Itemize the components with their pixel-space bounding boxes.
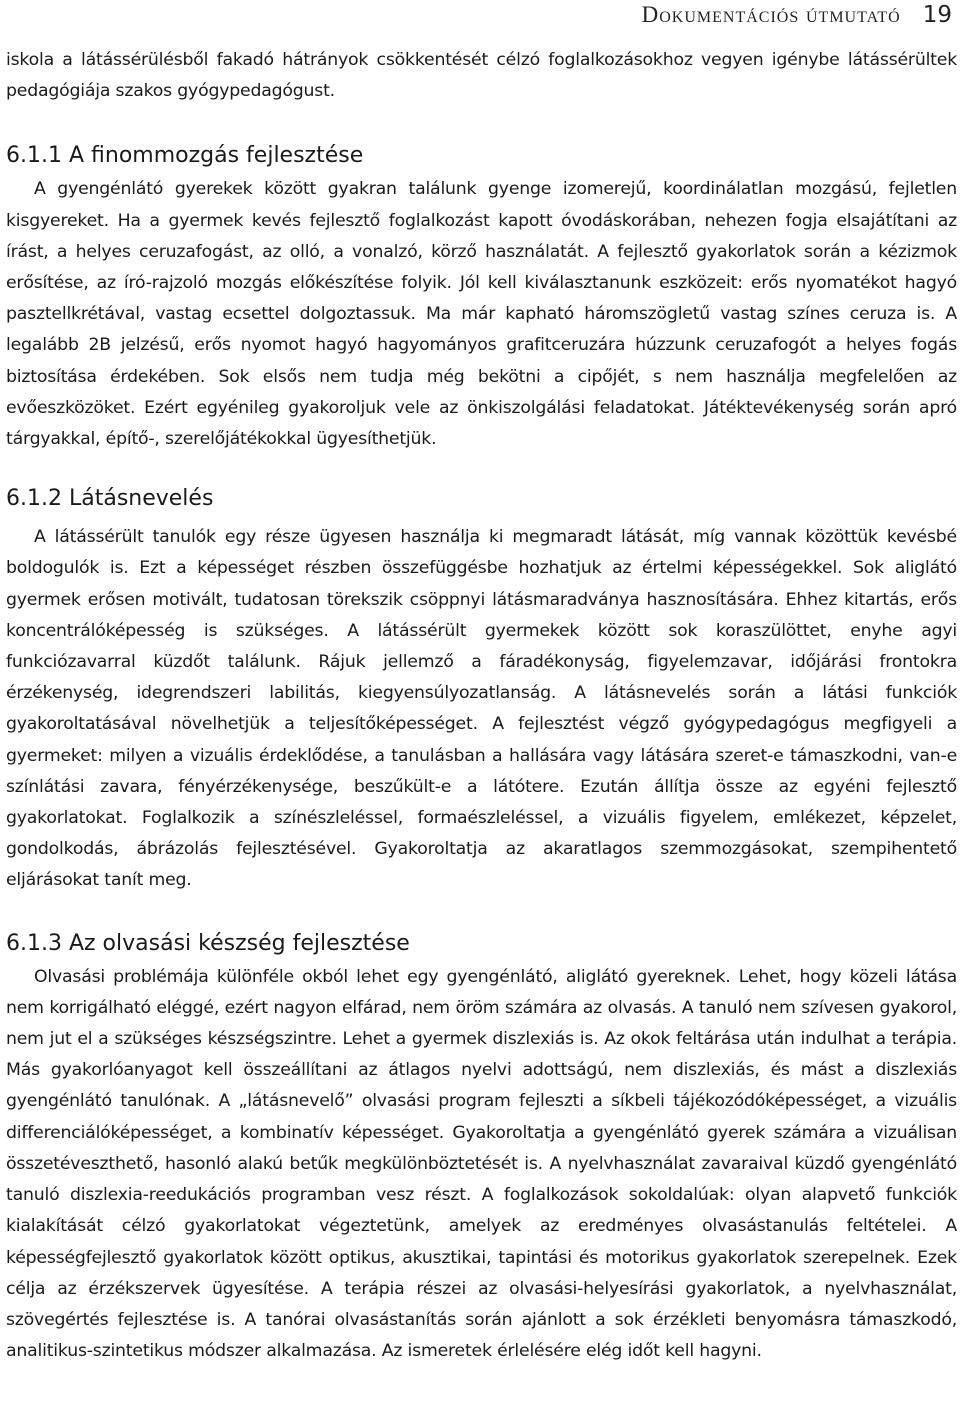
page-content — [6, 45, 957, 1367]
section-heading-olvasasi-keszseg: 6.1.3 Az olvasási készség fejlesztése — [6, 930, 410, 956]
running-header — [642, 2, 952, 28]
header-title: Dokumentációs útmutató — [641, 2, 901, 27]
section-body-latasneveles: A látássérült tanulók egy része ügyesen használja ki megmaradt látását, míg vannak közöttük kevésbé boldogulók is. Ezt a képességet részben összefüggésbe hozhatjuk az értelmi képességekkel. Sok aliglátó gyermek erősen motivált, tudatosan törekszik csöppnyi látásmaradványa hasznosítására. Ehhez kitartás, erős koncentrálóképesség is szükséges. A látássérült gyermekek között sok koraszülöttet, enyhe agyi funkciózavarral küzdőt találunk. Rájuk jellemző a fáradékonyság, figyelemzavar, időjárási frontokra érzékenység, idegrendszeri labilitás, kiegyensúlyozatlanság. A látásnevelés során a látási funkciók gyakoroltatásával növelhetjük a teljesítőképességet. A fejlesztést végző gyógypedagógus megfigyeli a gyermeket: milyen a vizuális érdeklődése, a tanulásban a hallására vagy látására szeret-e támaszkodni, van-e színlátási zavara, fényérzékenysége, beszűkült-e a látótere. Ezután állítja össze az egyéni fejlesztő gyakorlatokat. Foglalkozik a színészleléssel, formaészleléssel, a vizuális figyelem, emlékezet, képzelet, gondolkodás, ábrázolás fejlesztésével. Gyakoroltatja az akaratlagos szemmozgásokat, szempihentető eljárásokat tanít meg. — [6, 527, 957, 891]
section-heading-latasneveles: 6.1.2 Látásnevelés — [6, 486, 214, 512]
intro-paragraph: iskola a látássérülésből fakadó hátrányok csökkentését célzó foglalkozásokhoz vegyen igénybe látássérültek pedagógiája szakos gyógypedagógust. — [6, 50, 957, 102]
section-body-olvasasi-keszseg: Olvasási problémája különféle okból lehet egy gyengénlátó, aliglátó gyereknek. Lehet, hogy közeli látása nem korrigálható eléggé, ezért nagyon elfárad, nem öröm számára az olvasás. A tanuló nem szívesen gyakorol, nem jut el a szükséges készségszintre. Lehet a gyermek diszlexiás is. Az okok feltárása után indulhat a terápia. Más gyakorlóanyagot kell összeállítani az átlagos nyelvi adottságú, nem diszlexiás, és mást a diszlexiás gyengénlátó tanulónak. A „látásnevelő” olvasási program fejleszti a síkbeli tájékozódóképességet, a vizuális differenciálóképességet, a kombinatív képességet. Gyakoroltatja a gyengénlátó gyerek számára a vizuálisan összetéveszthető, hasonló alakú betűk megkülönböztetését is. A nyelvhasználat zavaraival küzdő gyengénlátó tanuló diszlexia-reedukációs programban vesz részt. A foglalkozások sokoldalúak: olyan alapvető funkciók kialakítását célzó gyakorlatokat végeztetünk, amelyek az eredményes olvasástanulás feltételei. A képességfejlesztő gyakorlatok között optikus, akusztikai, tapintási és motorikus gyakorlatok szerepelnek. Ezek célja az érzékszervek ügyesítése. A terápia részei az olvasási-helyesírási gyakorlatok, a nyelvhasználat, szövegértés fejlesztése is. A tanórai olvasástanítás során ajánlott a sok érzékleti benyomásra támaszkodó, analitikus-szintetikus módszer alkalmazása. Az ismeretek érlelésére elég időt kell hagyni. — [6, 966, 957, 1362]
page-number: 19 — [922, 2, 952, 28]
section-heading-finommozgas: 6.1.1 A finommozgás fejlesztése — [6, 143, 364, 169]
section-body-finommozgas: A gyengénlátó gyerekek között gyakran találunk gyenge izomerejű, koordinálatlan mozgású, fejletlen kisgyereket. Ha a gyermek kevés fejlesztő foglalkozást kapott óvodáskorában, nehezen fogja elsajátítani az írást, a helyes ceruzafogást, az olló, a vonalzó, körző használatát. A fejlesztő gyakorlatok során a kézizmok erősítése, az író-rajzoló mozgás előkészítése folyik. Jól kell kiválasztanunk eszközeit: erős nyomatékot hagyó pasztellkrétával, vastag ecsettel dolgoztassuk. Ma már kapható háromszögletű vastag színes ceruza is. A legalább 2B jelzésű, erős nyomot hagyó hagyományos grafitceruzára húzzunk ceruzafogót a helyes fogás biztosítása érdekében. Sok elsős nem tudja még bekötni a cipőjét, s nem használja megfelelően az evőeszközöket. Ezért egyénileg gyakoroljuk vele az önkiszolgálási feladatokat. Játéktevékenység során apró tárgyakkal, építő-, szerelőjátékokkal ügyesíthetjük. — [6, 179, 957, 450]
